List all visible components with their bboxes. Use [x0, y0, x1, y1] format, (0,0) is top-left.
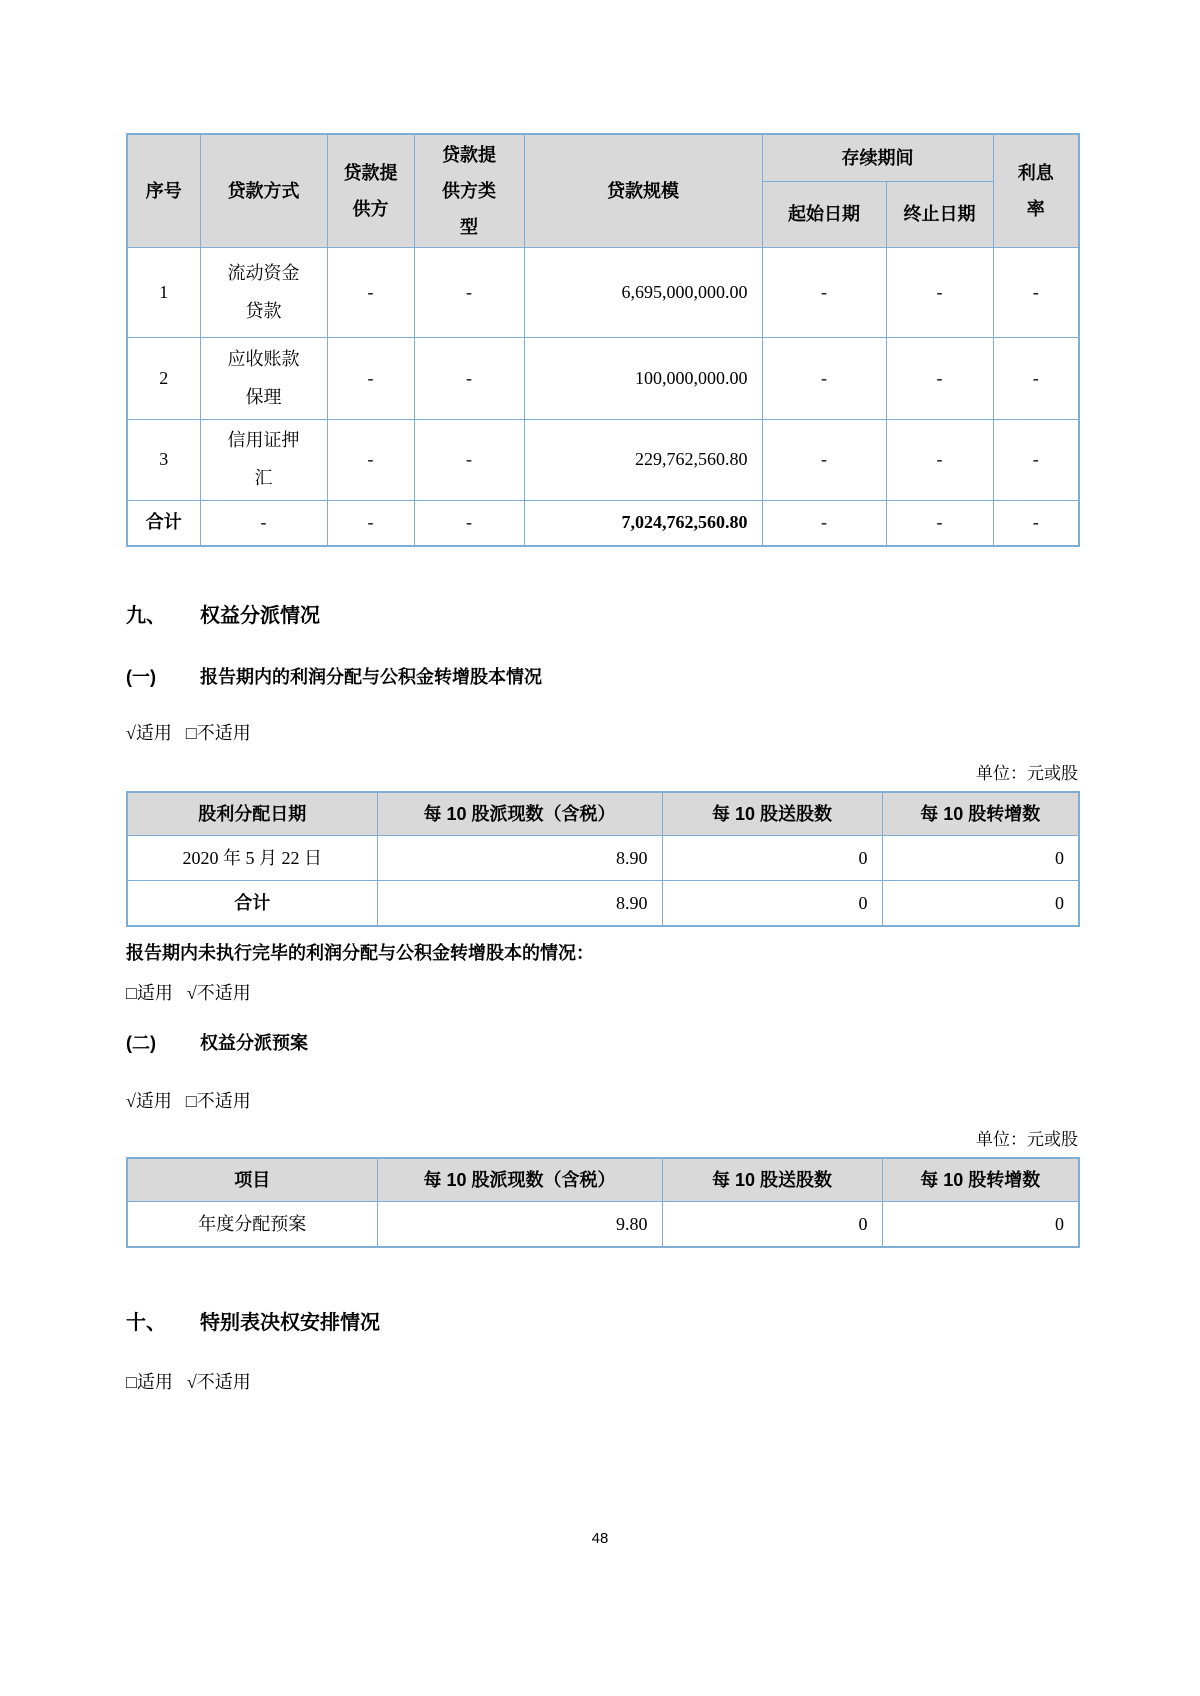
- unit-label-1: 单位：元或股: [976, 764, 1078, 784]
- loan-cell-start-date: -: [762, 420, 886, 501]
- loan-cell-method-text: 信用证押汇: [227, 430, 300, 488]
- loan-cell-provider-type: -: [414, 248, 524, 338]
- loan-total-provider-type: -: [414, 500, 524, 546]
- subsection-one-title: 报告期内的利润分配与公积金转增股本情况: [200, 667, 542, 688]
- check-icon: √: [126, 1091, 136, 1112]
- checkbox-icon: □: [185, 1091, 197, 1112]
- section-ten-number: 十、: [126, 1312, 166, 1335]
- plan-cell-conversion: 0: [882, 1202, 1079, 1248]
- dividend-cell-cash: 8.90: [377, 836, 662, 881]
- loan-header-duration: 存续期间: [762, 134, 993, 181]
- subsection-two-number: (二): [126, 1033, 156, 1054]
- dividend-cell-conversion: 0: [882, 836, 1079, 881]
- loan-cell-scale: 6,695,000,000.00: [524, 248, 762, 338]
- subsection-two-heading: [126, 1031, 1078, 1055]
- loan-total-label: 合计: [127, 500, 200, 546]
- loan-cell-provider: -: [327, 338, 414, 420]
- section-ten-title: 特别表决权安排情况: [200, 1312, 380, 1335]
- loan-cell-provider: -: [327, 420, 414, 501]
- loan-total-row: [127, 500, 1079, 546]
- applicability-line-3: [126, 1089, 1078, 1113]
- loan-cell-scale: 100,000,000.00: [524, 338, 762, 420]
- plan-cell-item: 年度分配预案: [127, 1202, 377, 1248]
- loan-row-2: [127, 338, 1079, 420]
- dividend-cell-bonus: 0: [662, 836, 882, 881]
- subsection-one-heading: [126, 665, 1078, 689]
- loan-cell-interest-rate: -: [993, 420, 1079, 501]
- plan-header-item: 项目: [127, 1158, 377, 1202]
- dividend-total-bonus: 0: [662, 881, 882, 927]
- loan-cell-end-date: -: [886, 248, 993, 338]
- loan-total-provider: -: [327, 500, 414, 546]
- check-icon: √: [126, 723, 136, 744]
- loan-total-interest-rate: -: [993, 500, 1079, 546]
- applicable-label: 适用: [135, 723, 172, 744]
- loan-cell-method: [200, 420, 327, 501]
- unexecuted-note: 报告期内未执行完毕的利润分配与公积金转增股本的情况：: [126, 943, 594, 964]
- loan-header-interest-rate: [993, 134, 1079, 248]
- loan-cell-end-date: -: [886, 420, 993, 501]
- dividend-header-cash: 每 10 股派现数（含税）: [377, 792, 662, 836]
- plan-header-bonus: 每 10 股送股数: [662, 1158, 882, 1202]
- loan-header-scale: 贷款规模: [524, 134, 762, 248]
- loan-cell-provider-type: -: [414, 420, 524, 501]
- subsection-one-number: (一): [126, 667, 156, 688]
- check-icon: √: [186, 983, 197, 1004]
- loan-cell-method-text: 应收账款保理: [227, 348, 300, 407]
- applicability-line-4: [126, 1370, 1078, 1394]
- dividend-header-conversion: 每 10 股转增数: [882, 792, 1079, 836]
- unit-label-2: 单位：元或股: [976, 1130, 1078, 1150]
- loan-header-provider: [327, 134, 414, 248]
- page-number: 48: [591, 1530, 609, 1547]
- loan-table: [126, 133, 1080, 547]
- not-applicable-label: 不适用: [196, 1091, 251, 1112]
- loan-header-seq: 序号: [127, 134, 200, 248]
- loan-row-1: [127, 248, 1079, 338]
- loan-cell-start-date: -: [762, 338, 886, 420]
- loan-header-provider-type-text: 贷款提供方类型: [441, 145, 496, 237]
- loan-cell-provider-type: -: [414, 338, 524, 420]
- dividend-total-label: 合计: [127, 881, 377, 927]
- loan-cell-provider: -: [327, 248, 414, 338]
- dividend-header-bonus: 每 10 股送股数: [662, 792, 882, 836]
- loan-cell-seq: 1: [127, 248, 200, 338]
- applicability-line-2: [126, 981, 1078, 1005]
- dividend-row-1: [127, 836, 1079, 881]
- loan-cell-interest-rate: -: [993, 338, 1079, 420]
- applicable-label: 适用: [135, 1091, 172, 1112]
- dividend-total-cash: 8.90: [377, 881, 662, 927]
- page-content: [0, 133, 1200, 1394]
- not-applicable-label: 不适用: [196, 723, 251, 744]
- loan-total-scale: 7,024,762,560.80: [524, 500, 762, 546]
- loan-cell-method-text: 流动资金贷款: [227, 262, 300, 321]
- section-ten-heading: [126, 1310, 1078, 1336]
- not-applicable-label: 不适用: [196, 983, 251, 1004]
- checkbox-icon: □: [185, 723, 197, 744]
- plan-header-row: [127, 1158, 1079, 1202]
- loan-header-end-date: 终止日期: [886, 181, 993, 247]
- plan-cell-bonus: 0: [662, 1202, 882, 1248]
- dividend-total-row: [127, 881, 1079, 927]
- dividend-table: [126, 791, 1080, 927]
- loan-header-row-1: [127, 134, 1079, 181]
- section-nine-number: 九、: [126, 605, 166, 628]
- loan-header-provider-text: 贷款提供方: [343, 163, 398, 219]
- plan-row-1: [127, 1202, 1079, 1248]
- section-nine-heading: [126, 603, 1078, 629]
- loan-header-provider-type: [414, 134, 524, 248]
- loan-total-start-date: -: [762, 500, 886, 546]
- section-nine-title: 权益分派情况: [200, 605, 320, 628]
- loan-cell-interest-rate: -: [993, 248, 1079, 338]
- loan-total-method: -: [200, 500, 327, 546]
- plan-header-cash: 每 10 股派现数（含税）: [377, 1158, 662, 1202]
- loan-cell-seq: 3: [127, 420, 200, 501]
- loan-header-interest-rate-text: 利息率: [1017, 163, 1054, 219]
- dividend-plan-table: [126, 1157, 1080, 1248]
- dividend-total-conversion: 0: [882, 881, 1079, 927]
- not-applicable-label: 不适用: [196, 1372, 251, 1393]
- loan-header-method: 贷款方式: [200, 134, 327, 248]
- check-icon: √: [186, 1372, 197, 1393]
- plan-cell-cash: 9.80: [377, 1202, 662, 1248]
- dividend-cell-date: 2020 年 5 月 22 日: [127, 836, 377, 881]
- dividend-header-date: 股利分配日期: [127, 792, 377, 836]
- loan-cell-start-date: -: [762, 248, 886, 338]
- loan-cell-seq: 2: [127, 338, 200, 420]
- loan-total-end-date: -: [886, 500, 993, 546]
- loan-row-3: [127, 420, 1079, 501]
- dividend-header-row: [127, 792, 1079, 836]
- subsection-two-title: 权益分派预案: [200, 1033, 308, 1054]
- checkbox-icon: □: [126, 1372, 137, 1393]
- loan-cell-method: [200, 338, 327, 420]
- loan-cell-method: [200, 248, 327, 338]
- applicability-line-1: [126, 721, 1078, 745]
- applicable-label: 适用: [136, 983, 173, 1004]
- loan-header-start-date: 起始日期: [762, 181, 886, 247]
- loan-cell-scale: 229,762,560.80: [524, 420, 762, 501]
- loan-cell-end-date: -: [886, 338, 993, 420]
- checkbox-icon: □: [126, 983, 137, 1004]
- plan-header-conversion: 每 10 股转增数: [882, 1158, 1079, 1202]
- applicable-label: 适用: [136, 1372, 173, 1393]
